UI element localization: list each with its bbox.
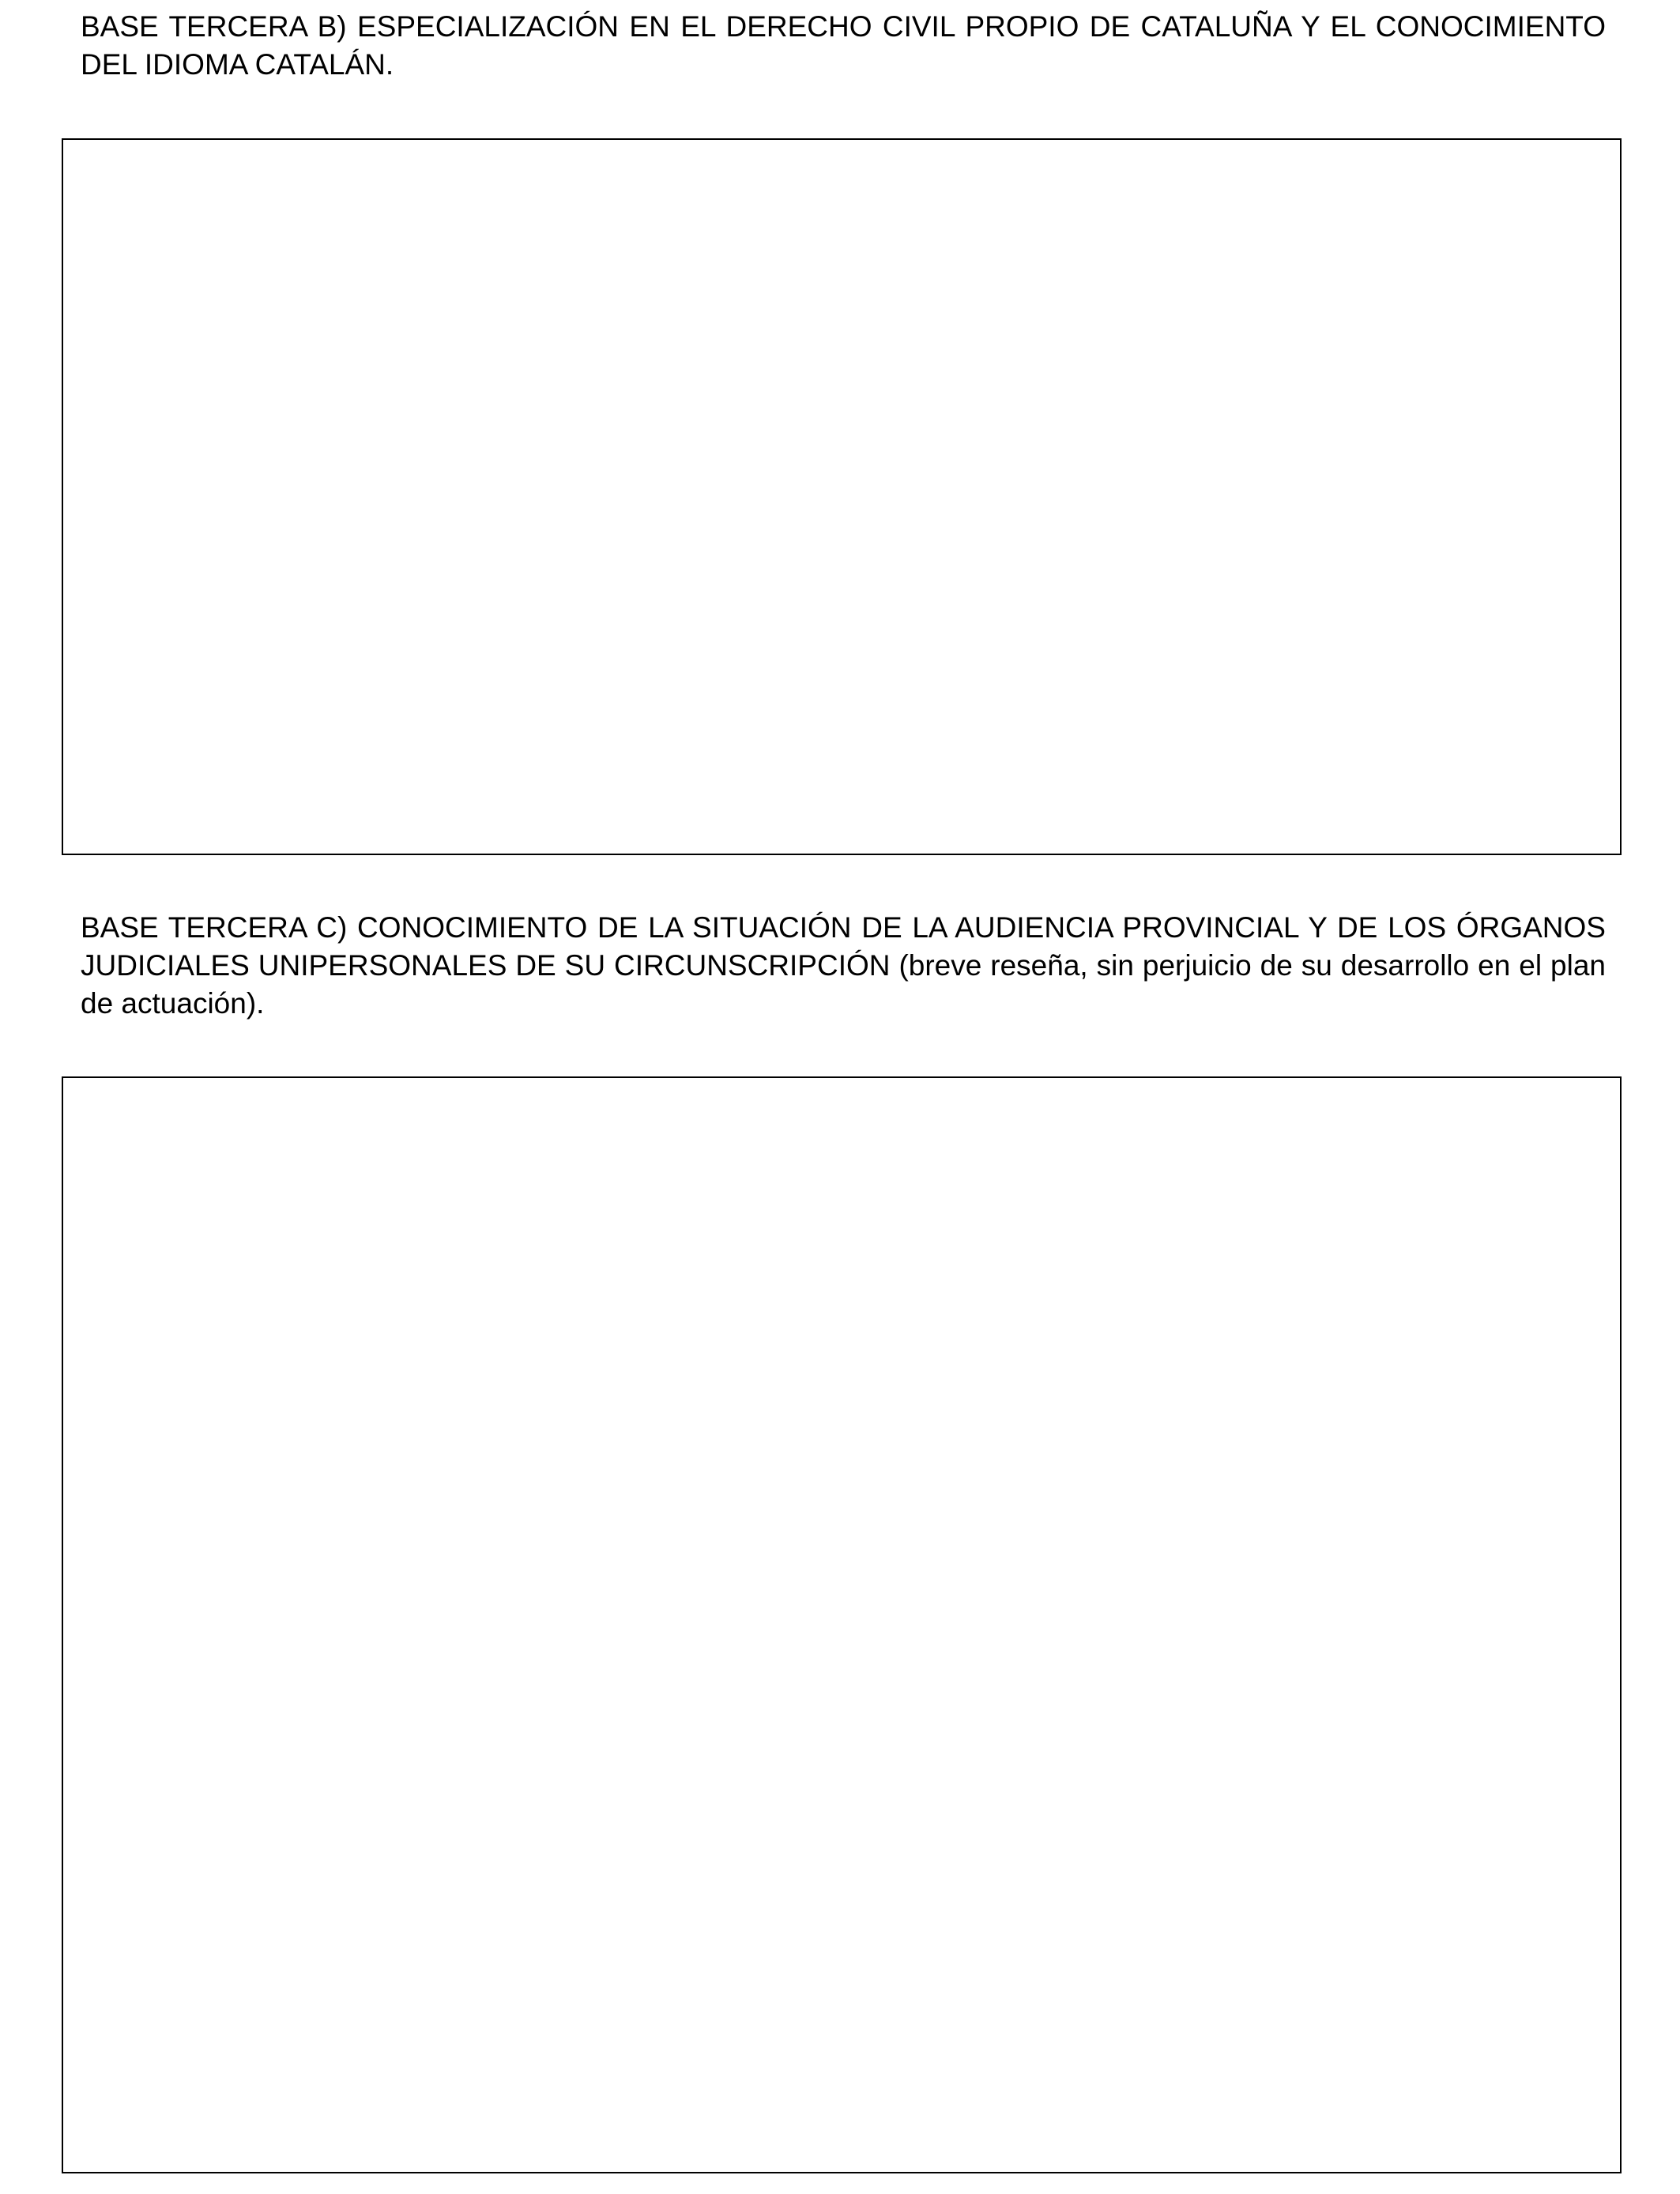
section-c-answer-box[interactable] <box>62 1076 1622 2173</box>
section-b-answer-box[interactable] <box>62 138 1622 855</box>
section-b-heading: BASE TERCERA B) ESPECIALIZACIÓN EN EL DERECHO CIVIL PROPIO DE CATALUÑA Y EL CONOCIMIENTO DEL IDIOMA CATALÁN. <box>81 10 1606 81</box>
section-c-heading: BASE TERCERA C) CONOCIMIENTO DE LA SITUACIÓN DE LA AUDIENCIA PROVINCIAL Y DE LOS ÓRGANOS JUDICIALES UNIPERSONALES DE SU CIRCUNSCRIPCIÓN (breve reseña, sin perjuicio de su desarrollo en el plan de actuación). <box>81 911 1606 1020</box>
